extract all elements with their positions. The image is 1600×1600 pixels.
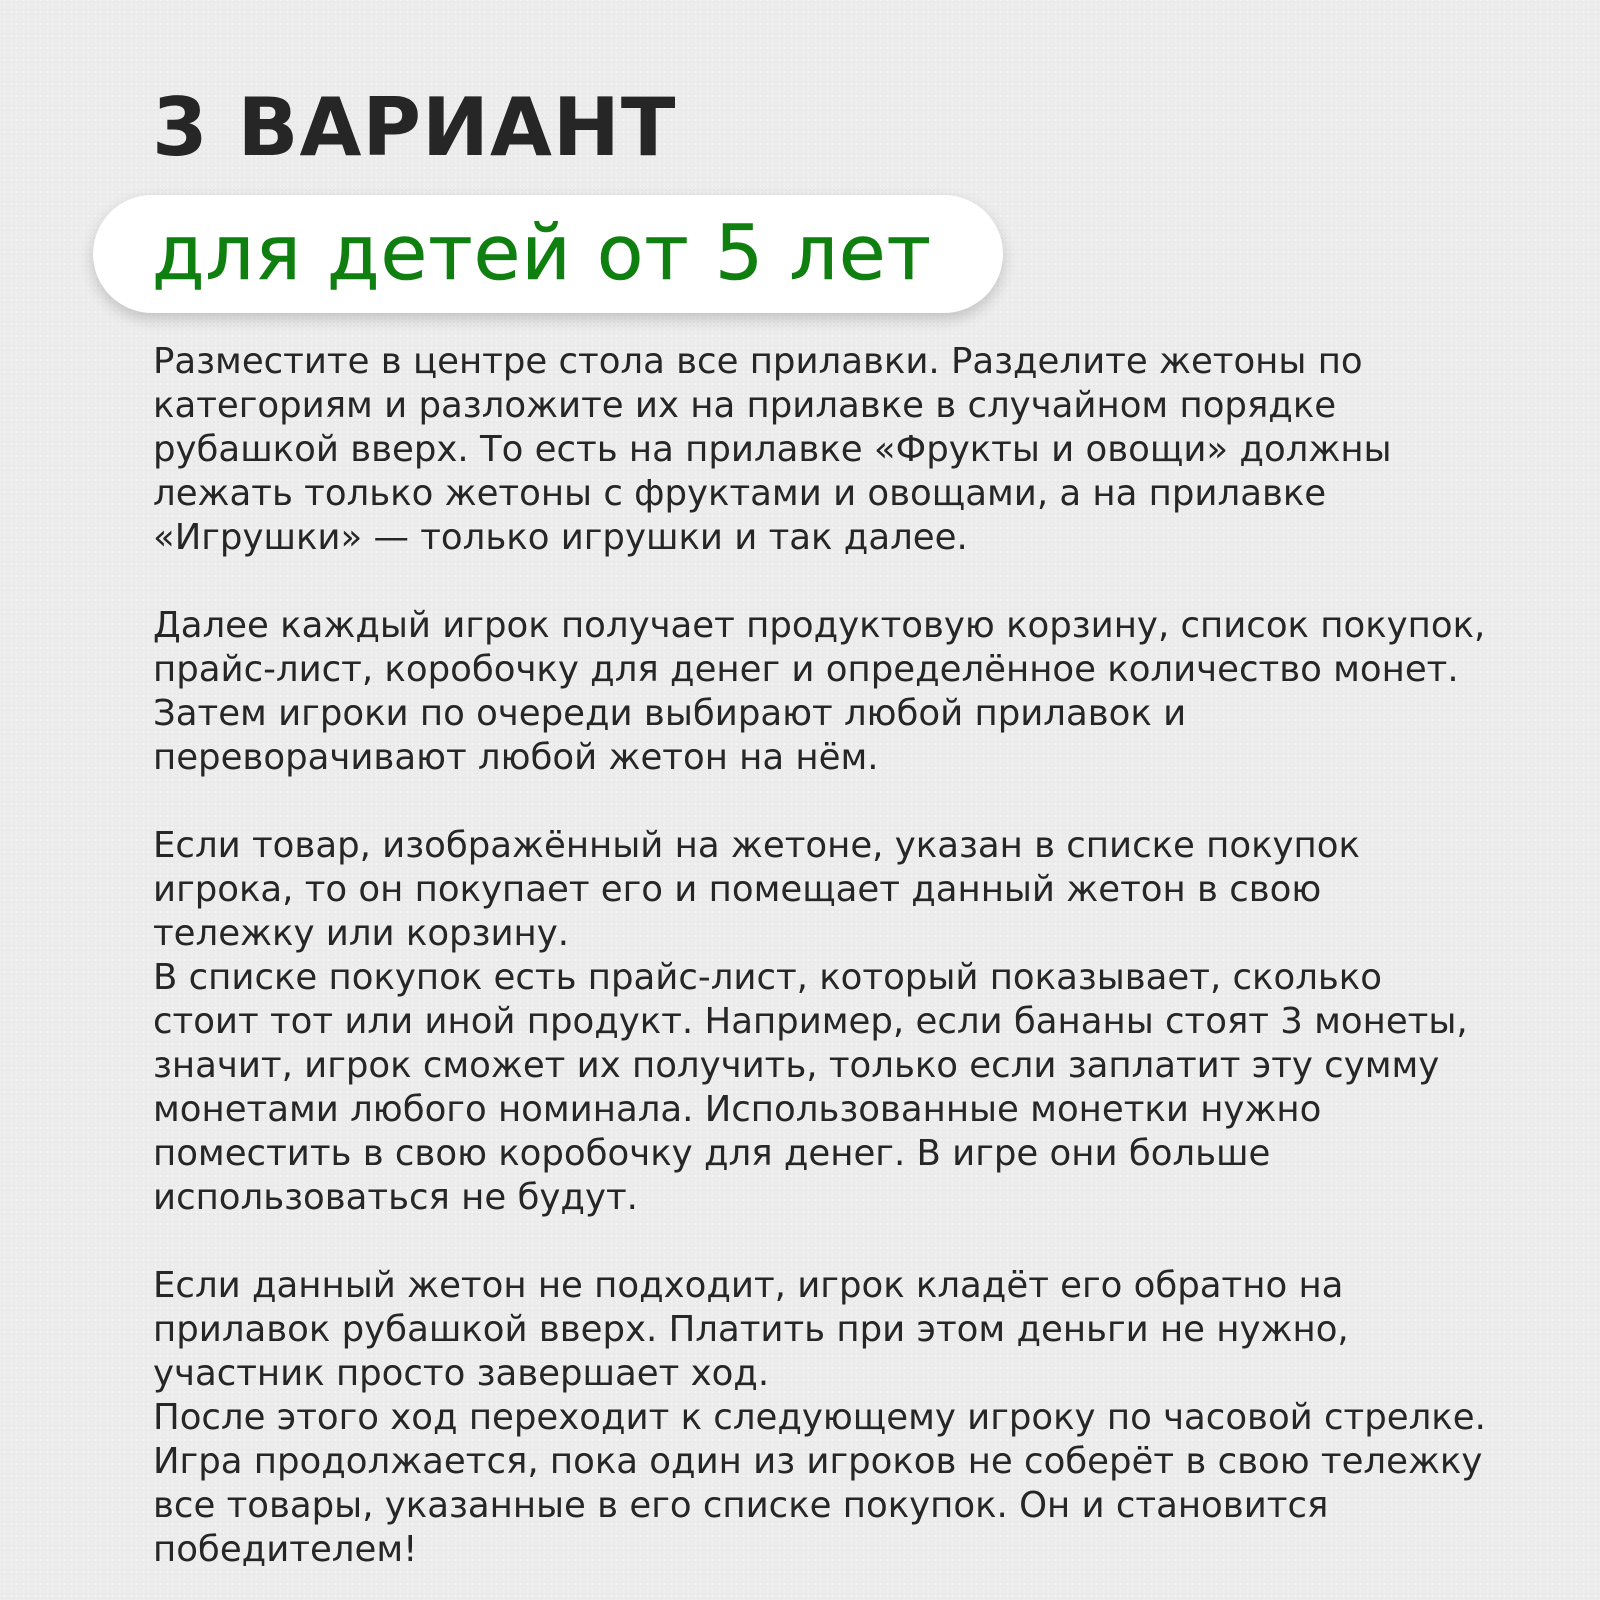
paragraph-no-match: Если данный жетон не подходит, игрок кладёт его обратно на прилавок рубашкой вверх. Платить при этом деньги не нужно, участник просто завершает ход. [153, 1265, 1349, 1394]
paragraph-winner: После этого ход переходит к следующему игроку по часовой стрелке. Игра продолжается, пока один из игроков не соберёт в свою тележку все товары, указанные в его списке покупок. Он и становится победителем! [153, 1397, 1486, 1570]
paragraph-gap [153, 780, 1493, 824]
paragraph-setup: Разместите в центре стола все прилавки. Разделите жетоны по категориям и разложите их на прилавке в случайном порядке рубашкой вверх. То есть на прилавке «Фрукты и овощи» должны лежать только жетоны с фруктами и овощами, а на прилавке «Игрушки» — только игрушки и так далее. [153, 341, 1392, 558]
subtitle-text: для детей от 5 лет [152, 208, 932, 297]
page-title: 3 ВАРИАНТ [152, 81, 677, 174]
paragraph-gap [153, 560, 1493, 604]
paragraph-start: Далее каждый игрок получает продуктовую корзину, список покупок, прайс-лист, коробочку для денег и определённое количество монет. Затем игроки по очереди выбирают любой прилавок и переворачивают любой жетон на нём. [153, 605, 1486, 778]
paragraph-price-list: В списке покупок есть прайс-лист, который показывает, сколько стоит тот или иной продукт. Например, если бананы стоят 3 монеты, значит, игрок сможет их получить, только если заплатит эту сумму монетами любого номинала. Использованные монетки нужно поместить в свою коробочку для денег. В игре они больше использоваться не будут. [153, 957, 1468, 1218]
rules-text [153, 340, 1493, 1572]
paragraph-purchase: Если товар, изображённый на жетоне, указан в списке покупок игрока, то он покупает его и помещает данный жетон в свою тележку или корзину. [153, 825, 1360, 954]
paragraph-gap [153, 1220, 1493, 1264]
